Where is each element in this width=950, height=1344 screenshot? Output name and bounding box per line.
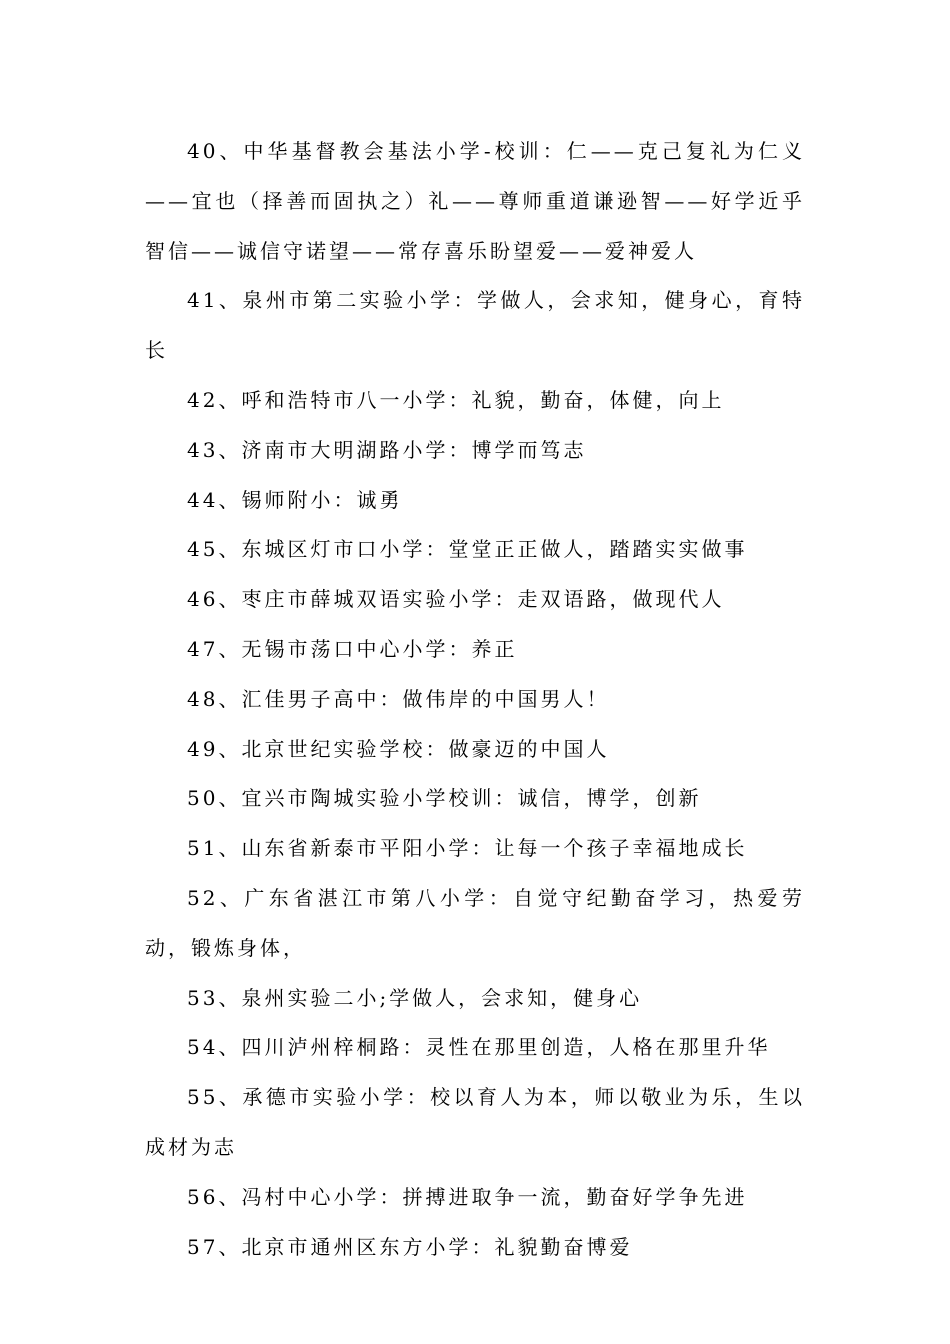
list-item-54: 54、四川泸州梓桐路：灵性在那里创造，人格在那里升华 (187, 1035, 771, 1060)
list-item-44: 44、锡师附小：诚勇 (187, 487, 403, 512)
list-item-42: 42、呼和浩特市八一小学：礼貌，勤奋，体健，向上 (187, 387, 725, 412)
list-item-41: 41、泉州市第二实验小学：学做人，会求知，健身心，育特长 (145, 288, 805, 363)
list-item-49: 49、北京世纪实验学校：做豪迈的中国人 (187, 736, 610, 761)
list-item-47: 47、无锡市荡口中心小学：养正 (187, 636, 518, 661)
list-item-46: 46、枣庄市薛城双语实验小学：走双语路，做现代人 (187, 587, 725, 612)
document-body (145, 127, 805, 1272)
list-item-40: 40、中华基督教会基法小学-校训：仁——克己复礼为仁义——宜也（择善而固执之）礼——尊师重道谦逊智——好学近乎智信——诚信守诺望——常存喜乐盼望爱——爱神爱人 (145, 139, 805, 263)
list-item-45: 45、东城区灯市口小学：堂堂正正做人，踏踏实实做事 (187, 537, 748, 562)
list-item-48: 48、汇佳男子高中：做伟岸的中国男人！ (187, 686, 610, 711)
list-item-50: 50、宜兴市陶城实验小学校训：诚信，博学，创新 (187, 786, 702, 811)
list-item-51: 51、山东省新泰市平阳小学：让每一个孩子幸福地成长 (187, 836, 748, 861)
list-item-43: 43、济南市大明湖路小学：博学而笃志 (187, 437, 587, 462)
list-item-55: 55、承德市实验小学：校以育人为本，师以敬业为乐，生以成材为志 (145, 1085, 805, 1159)
list-item-53: 53、泉州实验二小;学做人，会求知，健身心 (187, 985, 643, 1010)
list-item-52: 52、广东省湛江市第八小学：自觉守纪勤奋学习，热爱劳动，锻炼身体， (145, 885, 805, 960)
list-item-57: 57、北京市通州区东方小学：礼貌勤奋博爱 (187, 1234, 633, 1259)
list-item-56: 56、冯村中心小学：拼搏进取争一流，勤奋好学争先进 (187, 1184, 748, 1209)
